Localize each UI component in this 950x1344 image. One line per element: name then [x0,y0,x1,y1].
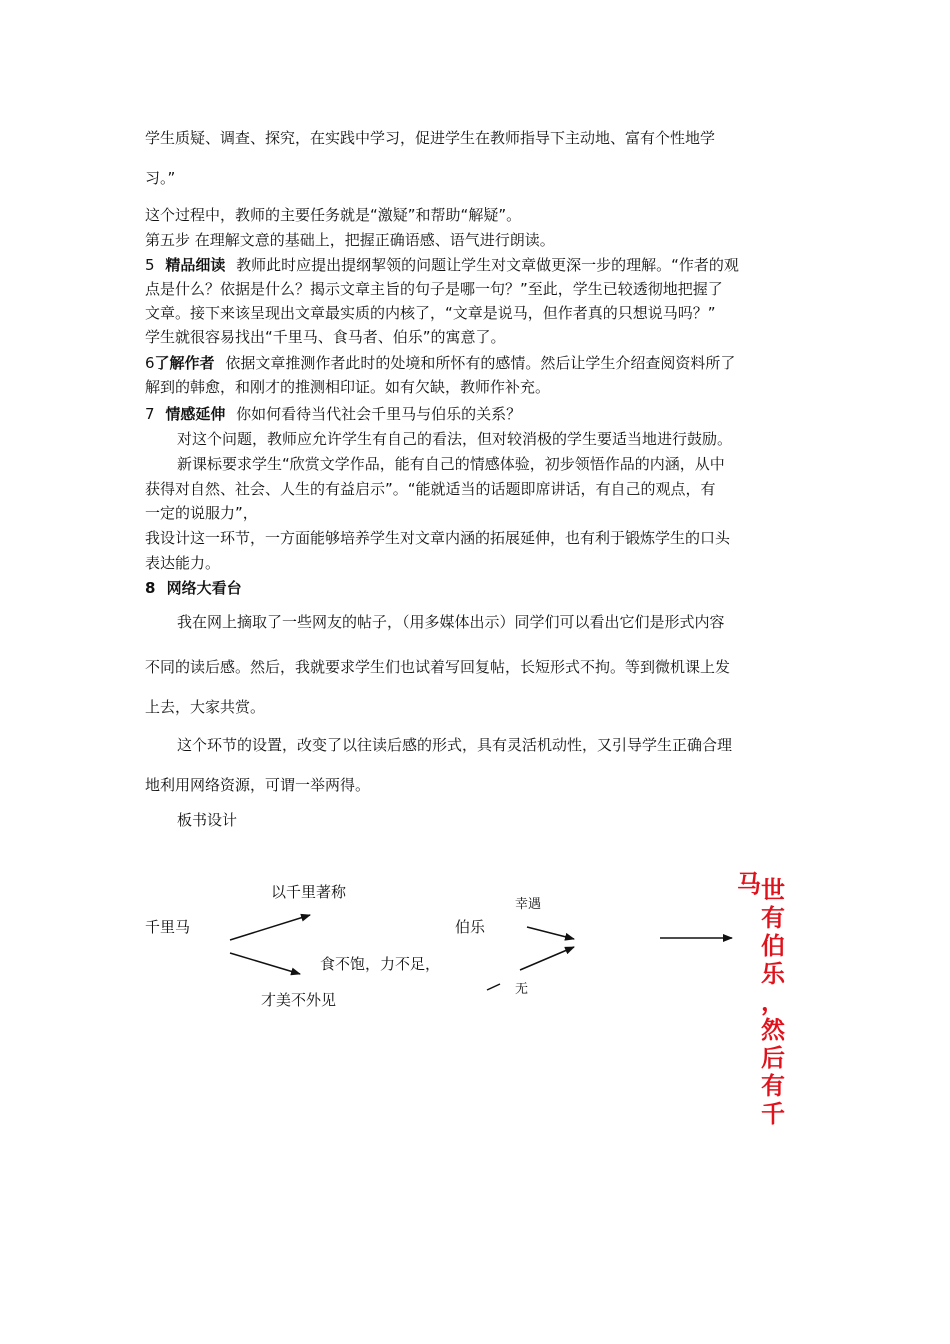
section-number: 5 [145,256,155,274]
vertical-char: ， [761,988,785,1016]
arrow-wu [520,947,574,970]
paragraph-line: 习。” [145,169,176,187]
section-text: 教师此时应提出提纲挈领的问题让学生对文章做更深一步的理解。“作者的观 [236,256,739,274]
paragraph-line: 表达能力。 [145,554,221,572]
section-number: 6 [145,354,155,372]
paragraph-line: 文章。接下来该呈现出文章最实质的内核了，“文章是说马，但作者真的只想说马吗？” [145,304,716,322]
diagram-caimei: 才美不外见 [261,991,337,1009]
vertical-char: 后 [761,1044,785,1072]
diagram-bole: 伯乐 [455,918,486,936]
section-number: 7 [145,405,155,423]
section-title: 情感延伸 [165,405,226,423]
arrow-up-right [230,915,310,940]
paragraph-line: 学生就很容易找出“千里马、食马者、伯乐”的寓意了。 [145,328,506,346]
paragraph-line: 第五步 在理解文意的基础上，把握正确语感、语气进行朗读。 [145,231,555,249]
diagram-yiqianli: 以千里著称 [271,883,347,901]
section-title: 精品细读 [165,256,226,274]
clipped-red-text: 马 [737,870,761,898]
diagram-qianlima: 千里马 [145,918,191,936]
arrow-xingyu [527,927,574,939]
paragraph-line: 一定的说服力”， [145,504,258,522]
paragraph-line: 学生质疑、调查、探究，在实践中学习，促进学生在教师指导下主动地、富有个性地学 [145,129,716,147]
paragraph-line: 不同的读后感。然后，我就要求学生们也试着写回复帖，长短形式不拘。等到微机课上发 [145,658,731,676]
vertical-char: 然 [761,1016,785,1044]
paragraph-line: 对这个问题，教师应允许学生有自己的看法，但对较消极的学生要适当地进行鼓励。 [177,430,733,448]
diagram-shibubao: 食不饱，力不足， [320,955,441,973]
paragraph-line: 上去，大家共赏。 [145,698,266,716]
section-number: 8 [145,579,156,597]
paragraph-line: 我在网上摘取了一些网友的帖子，（用多媒体出示）同学们可以看出它们是形式内容 [177,613,725,631]
conclusion-vertical-text [758,876,788,1128]
diagram-wu: 无 [515,982,529,997]
paragraph-line: 我设计这一环节，一方面能够培养学生对文章内涵的拓展延伸，也有利于锻炼学生的口头 [145,529,731,547]
arrow-down-right [230,953,300,974]
paragraph-line: 新课标要求学生“欣赏文学作品，能有自己的情感体验，初步领悟作品的内涵，从中 [177,455,725,473]
section-text: 依据文章推测作者此时的处境和所怀有的感情。然后让学生介绍查阅资料所了 [225,354,736,372]
board-design-heading: 板书设计 [177,811,238,829]
section-title: 网络大看台 [166,579,242,597]
paragraph-line: 这个环节的设置，改变了以往读后感的形式，具有灵活机动性，又引导学生正确合理 [177,736,733,754]
vertical-char: 乐 [761,960,785,988]
section-title: 了解作者 [154,354,215,372]
paragraph-line: 点是什么？依据是什么？揭示文章主旨的句子是哪一句？”至此，学生已较透彻地把握了 [145,280,723,298]
vertical-char: 有 [761,1072,785,1100]
arrow-wu-tail [487,984,500,990]
paragraph-line: 解到的韩愈，和刚才的推测相印证。如有欠缺，教师作补充。 [145,378,551,396]
paragraph-line: 这个过程中，教师的主要任务就是“激疑”和帮助“解疑”。 [145,206,522,224]
vertical-char: 千 [761,1100,785,1128]
section-text: 你如何看待当代社会千里马与伯乐的关系？ [236,405,522,423]
vertical-char: 有 [761,904,785,932]
paragraph-line: 获得对自然、社会、人生的有益启示”。“能就适当的话题即席讲话，有自己的观点，有 [145,480,716,498]
paragraph-line: 地利用网络资源，可谓一举两得。 [145,776,371,794]
vertical-char: 伯 [761,932,785,960]
vertical-char: 世 [761,876,785,904]
diagram-xingyu: 幸遇 [515,897,542,912]
